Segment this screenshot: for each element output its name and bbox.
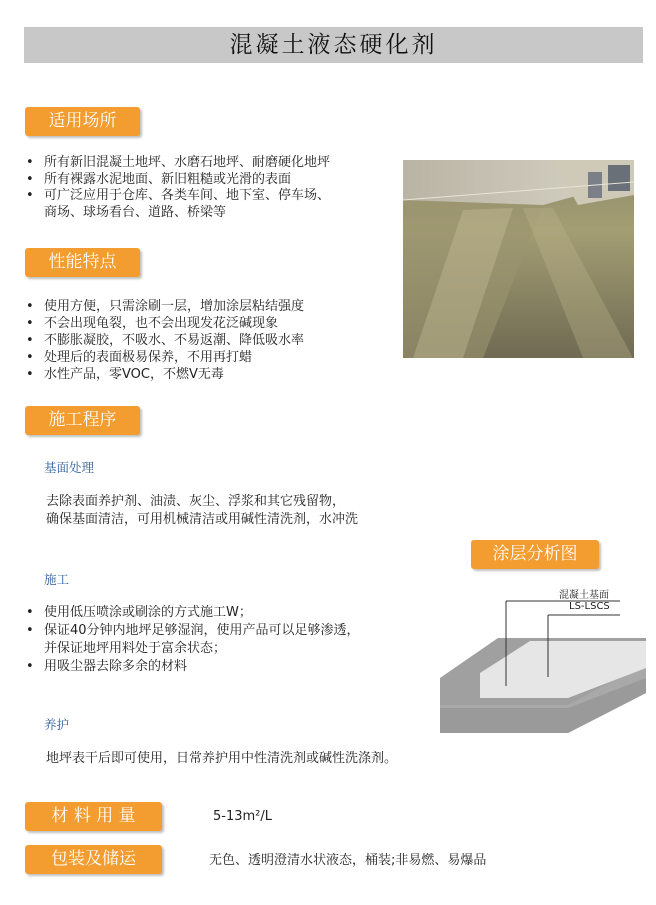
base-paragraph: 去除表面养护剂、油渍、灰尘、浮浆和其它残留物， 确保基面清洁，可用机械清洁或用碱性清洗剂，水冲洗 xyxy=(46,494,359,527)
maintenance-paragraph: 地坪表干后即可使用，日常养护用中性清洗剂或碱性洗涤剂。 xyxy=(46,751,398,766)
section-tag-features: 性能特点 xyxy=(25,248,140,277)
list-item: • 使用低压喷涂或刷涂的方式施工W； xyxy=(26,605,252,620)
list-item: • 水性产品，零VOC，不燃V无毒 xyxy=(26,367,224,382)
list-item: • 可广泛应用于仓库、各类车间、地下室、停车场、 xyxy=(26,188,331,203)
material-value: 5-13m²/L xyxy=(213,809,273,824)
subheading-base: 基面处理 xyxy=(44,460,95,475)
features-list xyxy=(24,298,304,383)
list-item: • 不膨胀凝胶，不吸水、不易返潮、降低吸水率 xyxy=(26,333,305,348)
construction-list xyxy=(24,604,360,676)
list-item: • 用吸尘器去除多余的材料 xyxy=(26,659,188,674)
list-item: • 不会出现龟裂，也不会出现发花泛碱现象 xyxy=(26,316,279,331)
list-item: 并保证地坪用料处于富余状态； xyxy=(44,641,227,656)
diagram-label-base: 混凝土基面 xyxy=(559,590,609,601)
section-tag-diagram: 涂层分析图 xyxy=(471,540,599,569)
list-item: 商场、球场看台、道路、桥梁等 xyxy=(44,204,227,220)
list-item: • 所有裸露水泥地面、新旧粗糙或光滑的表面 xyxy=(26,171,292,187)
list-item: • 保证40分钟内地坪足够湿润，使用产品可以足够渗透， xyxy=(26,623,360,638)
title-bar xyxy=(24,27,643,63)
page-title: 混凝土液态硬化剂 xyxy=(229,32,438,58)
section-tag-procedure: 施工程序 xyxy=(25,406,140,435)
subheading-construction: 施工 xyxy=(44,572,70,587)
diagram-label-coat: LS-LSCS xyxy=(569,601,610,612)
applicable-list xyxy=(24,155,330,221)
list-item: • 处理后的表面极易保养，不用再打蜡 xyxy=(26,350,253,365)
section-tag-packaging: 包装及储运 xyxy=(25,845,162,874)
coating-diagram xyxy=(440,583,646,743)
list-item: • 使用方便，只需涂刷一层，增加涂层粘结强度 xyxy=(26,299,305,314)
packaging-value: 无色、透明澄清水状液态，桶装;非易燃、易爆品 xyxy=(209,853,487,868)
list-item: • 所有新旧混凝土地坪、水磨石地坪、耐磨硬化地坪 xyxy=(26,155,331,170)
section-tag-applicable: 适用场所 xyxy=(25,107,140,136)
section-tag-material: 材 料 用 量 xyxy=(25,802,162,831)
subheading-maintenance: 养护 xyxy=(44,717,70,732)
floor-photo xyxy=(403,160,634,358)
